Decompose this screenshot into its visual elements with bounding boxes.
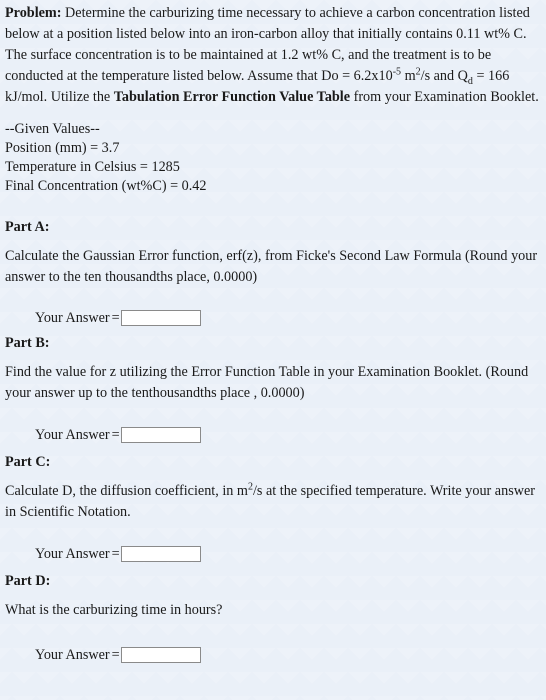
table-name: Tabulation Error Function Value Table [113, 89, 351, 105]
given-temperature: Temperature in Celsius = 1285 [5, 159, 180, 175]
part-c-answer-label: Your Answer [35, 545, 110, 562]
given-final-concentration: Final Concentration (wt%C) = 0.42 [5, 178, 207, 194]
given-values [5, 120, 541, 196]
part-c-answer-equals: = [111, 545, 120, 562]
problem-text-2-post: /s and Q [420, 68, 468, 84]
given-header: --Given Values-- [5, 121, 100, 137]
part-b-answer-input[interactable] [121, 427, 201, 443]
part-c-question-exp: 2 [247, 481, 253, 493]
given-position: Position (mm) = 3.7 [5, 140, 120, 156]
problem-container [5, 3, 541, 666]
part-b-question: Find the value for z utilizing the Error Function Table in your Examination Booklet. (Round your answer up to the tenthousandths place , 0.0000) [5, 364, 529, 401]
part-b-answer-row [35, 424, 541, 446]
part-a-answer-input[interactable] [121, 310, 201, 326]
part-c-answer-input[interactable] [121, 546, 201, 562]
part-a-answer-row [35, 307, 541, 329]
part-a-answer-equals: = [111, 309, 120, 326]
do-exponent: -5 [392, 66, 402, 78]
problem-statement [5, 3, 541, 108]
part-d-question: What is the carburizing time in hours? [5, 602, 223, 618]
problem-text-1: Determine the carburizing time necessary to achieve a carbon concentration listed below at a position listed below into an iron-carbon alloy that initially contains 0.11 wt% C. The surface concentration is to be maintained at 1.2 wt% C, and the treatment is to be conducted at the temperature listed below. Assume that Do = 6.2x10 [5, 5, 530, 84]
part-c-label: Part C: [5, 454, 51, 470]
part-c-question [5, 481, 541, 523]
m-exponent: 2 [415, 66, 421, 78]
q-subscript: d [467, 75, 473, 87]
part-d-answer-label: Your Answer [35, 646, 110, 663]
part-d-answer-row [35, 644, 541, 666]
part-c-answer-row [35, 543, 541, 565]
part-c-question-pre: Calculate D, the diffusion coefficient, in m [5, 483, 248, 499]
part-a-question: Calculate the Gaussian Error function, erf(z), from Ficke's Second Law Formula (Round your answer to the ten thousandths place, 0.0000) [5, 248, 538, 285]
part-a-answer-label: Your Answer [35, 309, 110, 326]
part-b-answer-equals: = [111, 426, 120, 443]
part-d-answer-equals: = [111, 646, 120, 663]
problem-text-4: from your Examination Booklet. [350, 89, 539, 105]
problem-label: Problem: [5, 5, 62, 21]
problem-text-2-pre: m [401, 68, 416, 84]
problem-text-3: = 166 kJ/mol. Utilize the [5, 68, 510, 105]
part-b-answer-label: Your Answer [35, 426, 110, 443]
part-a-label: Part A: [5, 219, 50, 235]
part-c-question-post: /s at the specified temperature. Write your answer in Scientific Notation. [5, 483, 535, 520]
part-d-label: Part D: [5, 573, 51, 589]
part-d-answer-input[interactable] [121, 647, 201, 663]
part-b-label: Part B: [5, 335, 50, 351]
